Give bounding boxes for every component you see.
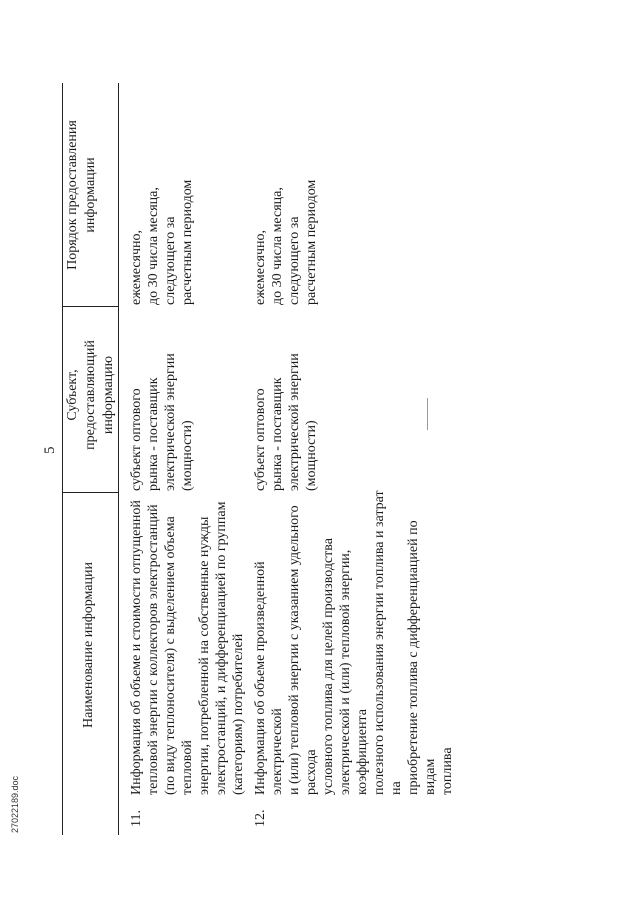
header-name: Наименование информации xyxy=(81,561,96,729)
row-number: 12. xyxy=(253,809,268,827)
col-divider-1 xyxy=(62,492,118,493)
row-name xyxy=(128,495,247,795)
row-subject xyxy=(252,311,320,491)
row-order-line: следующего за xyxy=(163,216,178,305)
row-order xyxy=(128,125,196,305)
row-name-line: Информация об объеме произведенной электрической xyxy=(253,561,285,795)
row-name-line: (по виду теплоносителя) с выделением объема тепловой xyxy=(163,516,195,795)
row-subject-line: рынка - поставщик xyxy=(146,377,161,491)
row-name-line: (категориям) потребителей xyxy=(231,633,246,795)
row-subject-line: (мощности) xyxy=(180,420,195,491)
row-name-line: условного топлива для целей производства xyxy=(321,538,336,795)
row-name-line: полезного использования энергии топлива и затрат на xyxy=(372,490,404,795)
row-name-line: тепловой энергии с коллекторов электростанций xyxy=(146,504,161,795)
page-number: 5 xyxy=(42,446,58,454)
row-subject xyxy=(128,311,196,491)
row-name-line: электростанций, и дифференциацией по группам xyxy=(214,501,229,795)
row-name-line: и (или) тепловой энергии с указанием удельного расхода xyxy=(287,505,319,795)
header-subject: Субъект, предоставляющий информацию xyxy=(65,340,116,450)
row-name-line: электрической и (или) тепловой энергии, коэффициента xyxy=(338,549,370,795)
row-name-line: Информация об объеме и стоимости отпущенной xyxy=(129,500,144,795)
col-divider-2 xyxy=(62,306,118,307)
row-order xyxy=(252,125,320,305)
header-order: Порядок предоставления информации xyxy=(65,120,98,270)
row-subject-line: (мощности) xyxy=(304,420,319,491)
row-subject-line: рынка - поставщик xyxy=(270,377,285,491)
row-order-line: до 30 числа месяца, xyxy=(146,187,161,305)
row-subject-line: субъект оптового xyxy=(253,388,268,491)
row-order-line: расчетным периодом xyxy=(180,179,195,305)
row-order-line: следующего за xyxy=(287,216,302,305)
document-id: 27022189.doc xyxy=(10,775,20,833)
row-name-line: топлива xyxy=(440,747,455,795)
row-subject-line: электрической энергии xyxy=(287,353,302,491)
row-name-line: энергии, потребленной на собственные нужды xyxy=(197,516,212,795)
header-bottom-rule xyxy=(118,83,119,835)
row-name-line: приобретение топлива с дифференциацией по видам xyxy=(406,520,438,795)
row-order-line: расчетным периодом xyxy=(304,179,319,305)
row-order-line: ежемесячно, xyxy=(129,229,144,305)
table-top-rule xyxy=(62,83,63,835)
row-number: 11. xyxy=(129,810,144,827)
row-order-line: до 30 числа месяца, xyxy=(270,187,285,305)
row-subject-line: электрической энергии xyxy=(163,353,178,491)
row-name xyxy=(252,485,456,795)
row-subject-line: субъект оптового xyxy=(129,388,144,491)
separator-line xyxy=(427,398,428,430)
row-order-line: ежемесячно, xyxy=(253,229,268,305)
